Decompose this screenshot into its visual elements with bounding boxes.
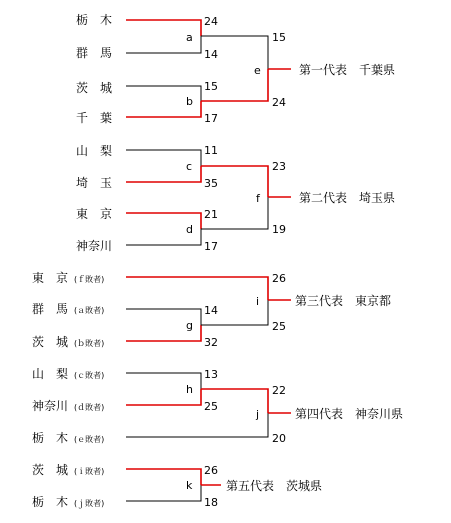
match-b-label: b <box>186 95 193 108</box>
team-saitama: 埼 玉 <box>76 176 113 190</box>
score-d-bottom: 17 <box>204 240 218 253</box>
team-note: (ｅ敗者) <box>74 435 105 444</box>
score-a-top: 24 <box>204 15 218 28</box>
match-d-label: d <box>186 223 193 236</box>
result-third: 第三代表 東京都 <box>295 294 392 308</box>
score-h-top: 13 <box>204 368 218 381</box>
team-tokyo-repechage: 東 京 <box>32 271 69 285</box>
team-tochigi-repechage: 栃 木 <box>32 431 69 445</box>
result-fifth: 第五代表 茨城県 <box>226 479 323 493</box>
line-j-bottom <box>126 413 268 437</box>
team-ibaraki-final: 茨 城 <box>32 463 69 477</box>
score-c-top: 11 <box>204 144 218 157</box>
score-k-top: 26 <box>204 464 218 477</box>
score-h-bottom: 25 <box>204 400 218 413</box>
team-tokyo: 東 京 <box>76 207 113 221</box>
team-ibaraki-repechage: 茨 城 <box>32 335 69 349</box>
score-k-bottom: 18 <box>204 496 218 509</box>
team-ibaraki: 茨 城 <box>76 81 113 95</box>
team-gunma-repechage: 群 馬 <box>32 302 69 316</box>
score-f-bottom: 19 <box>272 223 286 236</box>
score-i-bottom: 25 <box>272 320 286 333</box>
score-b-bottom: 17 <box>204 112 218 125</box>
match-a-label: a <box>186 31 193 44</box>
result-second: 第二代表 埼玉県 <box>299 191 396 205</box>
score-j-top: 22 <box>272 384 286 397</box>
team-note: (ｄ敗者) <box>74 403 105 412</box>
score-b-top: 15 <box>204 80 218 93</box>
team-labels <box>32 12 112 509</box>
score-c-bottom: 35 <box>204 177 218 190</box>
team-tochigi: 栃 木 <box>76 13 113 27</box>
team-chiba: 千 葉 <box>76 111 113 125</box>
team-kanagawa-repechage: 神奈川 <box>32 399 69 413</box>
score-g-top: 14 <box>204 304 218 317</box>
result-first: 第一代表 千葉県 <box>299 63 396 77</box>
scores <box>204 15 286 509</box>
team-kanagawa: 神奈川 <box>76 239 113 253</box>
score-j-bottom: 20 <box>272 432 286 445</box>
match-c-label: c <box>186 160 193 173</box>
score-i-top: 26 <box>272 272 286 285</box>
score-a-bottom: 14 <box>204 48 218 61</box>
match-e-label: e <box>254 64 261 77</box>
score-e-bottom: 24 <box>272 96 286 109</box>
match-f-label: f <box>256 192 260 205</box>
score-g-bottom: 32 <box>204 336 218 349</box>
team-note: (ｆ敗者) <box>74 275 105 284</box>
team-tochigi-final: 栃 木 <box>32 495 69 509</box>
score-e-top: 15 <box>272 31 286 44</box>
line-i-top <box>126 277 268 300</box>
team-note: (ｂ敗者) <box>74 339 105 348</box>
team-note: (ｊ敗者) <box>74 499 105 508</box>
match-nodes <box>186 31 261 492</box>
match-h-label: h <box>186 383 193 396</box>
score-f-top: 23 <box>272 160 286 173</box>
team-note: (ｃ敗者) <box>74 371 105 380</box>
team-note: (ｉ敗者) <box>74 467 105 476</box>
team-yamanashi: 山 梨 <box>76 144 113 158</box>
match-i-label: i <box>256 295 260 308</box>
score-d-top: 21 <box>204 208 218 221</box>
team-note: (ａ敗者) <box>74 306 105 315</box>
team-yamanashi-repechage: 山 梨 <box>32 367 69 381</box>
match-g-label: g <box>186 319 193 332</box>
match-j-label: j <box>256 408 260 421</box>
team-gunma: 群 馬 <box>76 46 113 60</box>
match-k-label: k <box>186 479 193 492</box>
result-fourth: 第四代表 神奈川県 <box>295 407 404 421</box>
